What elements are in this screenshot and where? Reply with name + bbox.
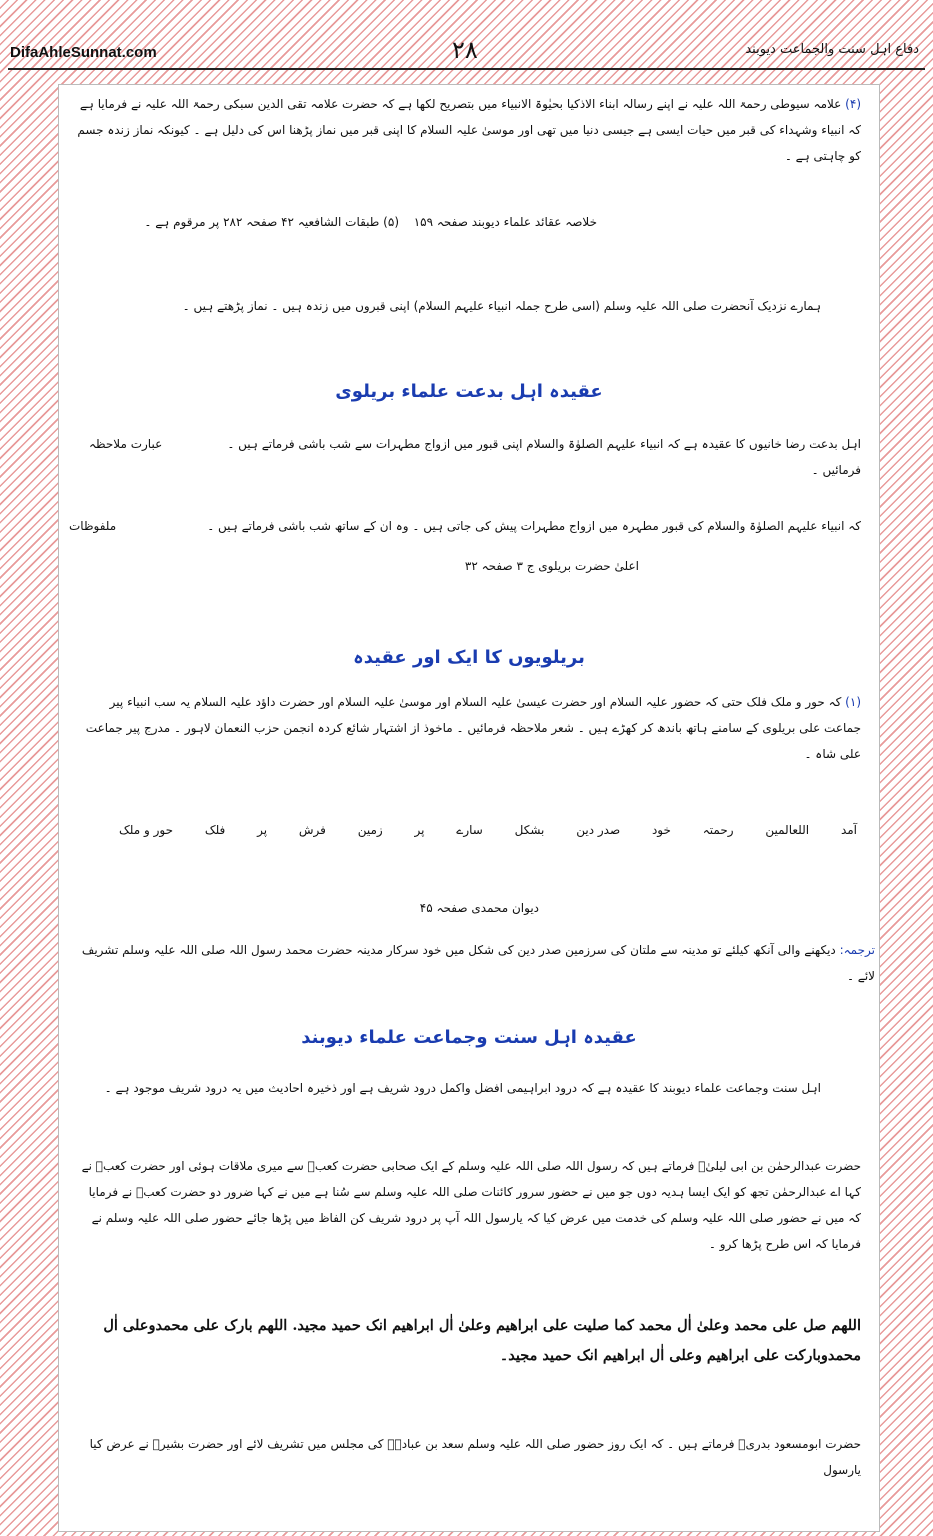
section4-hadith: حضرت عبدالرحمٰن بن ابی لیلیٰؓ فرماتے ہیں کہ رسول اللہ صلی اللہ علیہ وسلم کے ایک صحابی حضرت کعبؓ سے میری ملاقات ہوئی اور حضرت کعبؓ نے کہا اے عبدالرحمٰن تجھ کو ایک ایسا ہدیہ دوں جو میں نے حضور سرور کائنات صلی اللہ علیہ وسلم سے سُنا ہے میں نے کہا ضرور دو حضرت کعبؓ نے فرمایا کہ میں نے حضور صلی اللہ علیہ وسلم کی خدمت میں عرض کیا کہ یارسول اللہ آپ پر درود شریف کن الفاظ میں پڑھا جائے حضور صلی اللہ علیہ وسلم نے فرمایا کہ اس طرح پڑھا کرو ۔ bbox=[81, 1159, 861, 1251]
section2-side-label-1: عبارت ملاحظہ bbox=[89, 437, 163, 451]
section2-para1-text: اہل بدعت رضا خانیوں کا عقیدہ ہے کہ انبیاء علیہم الصلوٰۃ والسلام اپنی قبور میں ازواج مطہرات سے شب باشی فرماتے ہیں ۔ bbox=[227, 437, 861, 451]
poem-word: اللعالمین bbox=[765, 823, 810, 837]
poem-word: سارے bbox=[456, 823, 483, 837]
poem-word: حور و ملک bbox=[119, 823, 174, 837]
section3-text: کہ حور و ملک فلک حتی کہ حضور علیہ السلام اور حضرت عیسیٰ علیہ السلام اور موسیٰ علیہ السلام اور حضرت داؤد علیہ السلام یہ سب انبیاء پیر جماعت علی بریلوی کے سامنے ہاتھ باندھ کر کھڑے ہیں ۔ شعر ملاحظہ فرمائیں ۔ ماخوذ از اشتہار شائع کردہ انجمن حزب النعمان لاہور ۔ مدرج پیر جماعت علی شاہ ۔ bbox=[85, 695, 861, 761]
header-rule bbox=[8, 68, 925, 70]
section4-intro: اہل سنت وجماعت علماء دیوبند کا عقیدہ ہے کہ درود ابراہیمی افضل واکمل درود شریف ہے اور ذخیرہ احادیث میں یہ درود شریف موجود ہے ۔ bbox=[104, 1081, 821, 1095]
translation-label: ترجمہ: bbox=[839, 943, 875, 957]
section1-marker: (۴) bbox=[845, 97, 861, 111]
section2-para1 bbox=[199, 431, 861, 483]
section2-heading: عقیدہ اہل بدعت علماء بریلوی bbox=[335, 381, 603, 402]
section1-text: علامہ سیوطی رحمۃ اللہ علیہ نے اپنے رسالہ ابناء الاذکیا بحیٰوۃ الانبیاء میں بتصریح لکھا ہے کہ حضرت علامہ تقی الدین سبکی رحمۃ اللہ علیہ نے فرمایا ہے کہ انبیاء وشہداء کی قبر میں حیات ایسی ہے جیسی دنیا میں تھی اور موسیٰ علیہ السلام کا اپنی قبر میں نماز پڑھنا اس کی دلیل ہے ۔ کیونکہ نماز زندہ جسم کو چاہتی ہے ۔ bbox=[77, 97, 861, 163]
poem-line bbox=[119, 817, 857, 843]
page-body bbox=[58, 84, 880, 1532]
poem-word: زمین bbox=[357, 823, 383, 837]
poem-word: رحمتہ bbox=[702, 823, 734, 837]
section2-side-label-2: ملفوظات bbox=[69, 519, 117, 533]
poem-word: صدر دین bbox=[576, 823, 621, 837]
book-title: دفاع اہل سنت والجماعت دیوبند bbox=[745, 42, 919, 57]
section1-ref-a: خلاصہ عقائد علماء دیوبند صفحہ ۱۵۹ bbox=[413, 215, 597, 229]
poem-word: آمد bbox=[840, 823, 857, 837]
section1-paragraph bbox=[77, 91, 861, 169]
poem-word: پر bbox=[414, 823, 425, 837]
poem-word: فرش bbox=[298, 823, 326, 837]
section1-statement: ہمارے نزدیک آنحضرت صلی اللہ علیہ وسلم (اسی طرح جملہ انبیاء علیہم السلام) اپنی قبروں میں زندہ ہیں ۔ نماز پڑھتے ہیں ۔ bbox=[182, 299, 821, 313]
section4-last-line: حضرت ابومسعود بدریؓ فرماتے ہیں ۔ کہ ایک روز حضور صلی اللہ علیہ وسلم سعد بن عبادہؓ کی مجلس میں تشریف لائے اور حضرت بشیرؓ نے عرض کیا یارسول bbox=[89, 1437, 861, 1477]
section4-heading: عقیدہ اہل سنت وجماعت علماء دیوبند bbox=[301, 1027, 637, 1048]
page-header bbox=[0, 0, 933, 78]
page-number: ۲۸ bbox=[452, 36, 478, 64]
section2-para1-cont: فرمائیں ۔ bbox=[811, 463, 861, 477]
section2-para2: کہ انبیاء علیہم الصلوٰۃ والسلام کی قبور مطہرہ میں ازواج مطہرات پیش کی جاتی ہیں ۔ وہ ان کے ساتھ شب باشی فرماتے ہیں ۔ bbox=[207, 519, 861, 533]
translation-text: دیکھنے والی آنکھ کیلئے تو مدینہ سے ملتان کی سرزمین صدر دین کی شکل میں خود سرکار مدینہ حضرت محمد رسول اللہ صلی اللہ علیہ وسلم تشریف لائے ۔ bbox=[81, 943, 875, 983]
section3-paragraph bbox=[77, 689, 861, 767]
poem-word: فلک bbox=[204, 823, 226, 837]
section2-ref: اعلیٰ حضرت بریلوی ج ۳ صفحہ ۳۲ bbox=[464, 559, 639, 573]
poem-word: پر bbox=[257, 823, 268, 837]
translation bbox=[77, 937, 875, 989]
poem-word: خود bbox=[651, 823, 671, 837]
poem-word: بشکل bbox=[514, 823, 545, 837]
poem-reference: دیوان محمدی صفحہ ۴۵ bbox=[419, 901, 539, 915]
section3-heading: بریلویوں کا ایک اور عقیدہ bbox=[353, 647, 585, 668]
durood-ibrahimi: اللھم صل علی محمد وعلیٰ اٰل محمد کما صلیت علی ابراھیم وعلیٰ اٰل ابراھیم انک حمید مجید. اللھم بارک علی محمدوعلی اٰل محمدوبارکت علی ابراھیم وعلی اٰل ابراھیم انک حمید مجید۔ bbox=[103, 1317, 861, 1364]
site-name: DifaAhleSunnat.com bbox=[10, 44, 157, 61]
section1-ref-b: (۵) طبقات الشافعیہ ۴۲ صفحہ ۲۸۲ پر مرقوم ہے ۔ bbox=[144, 215, 399, 229]
section3-marker: (۱) bbox=[845, 695, 861, 709]
